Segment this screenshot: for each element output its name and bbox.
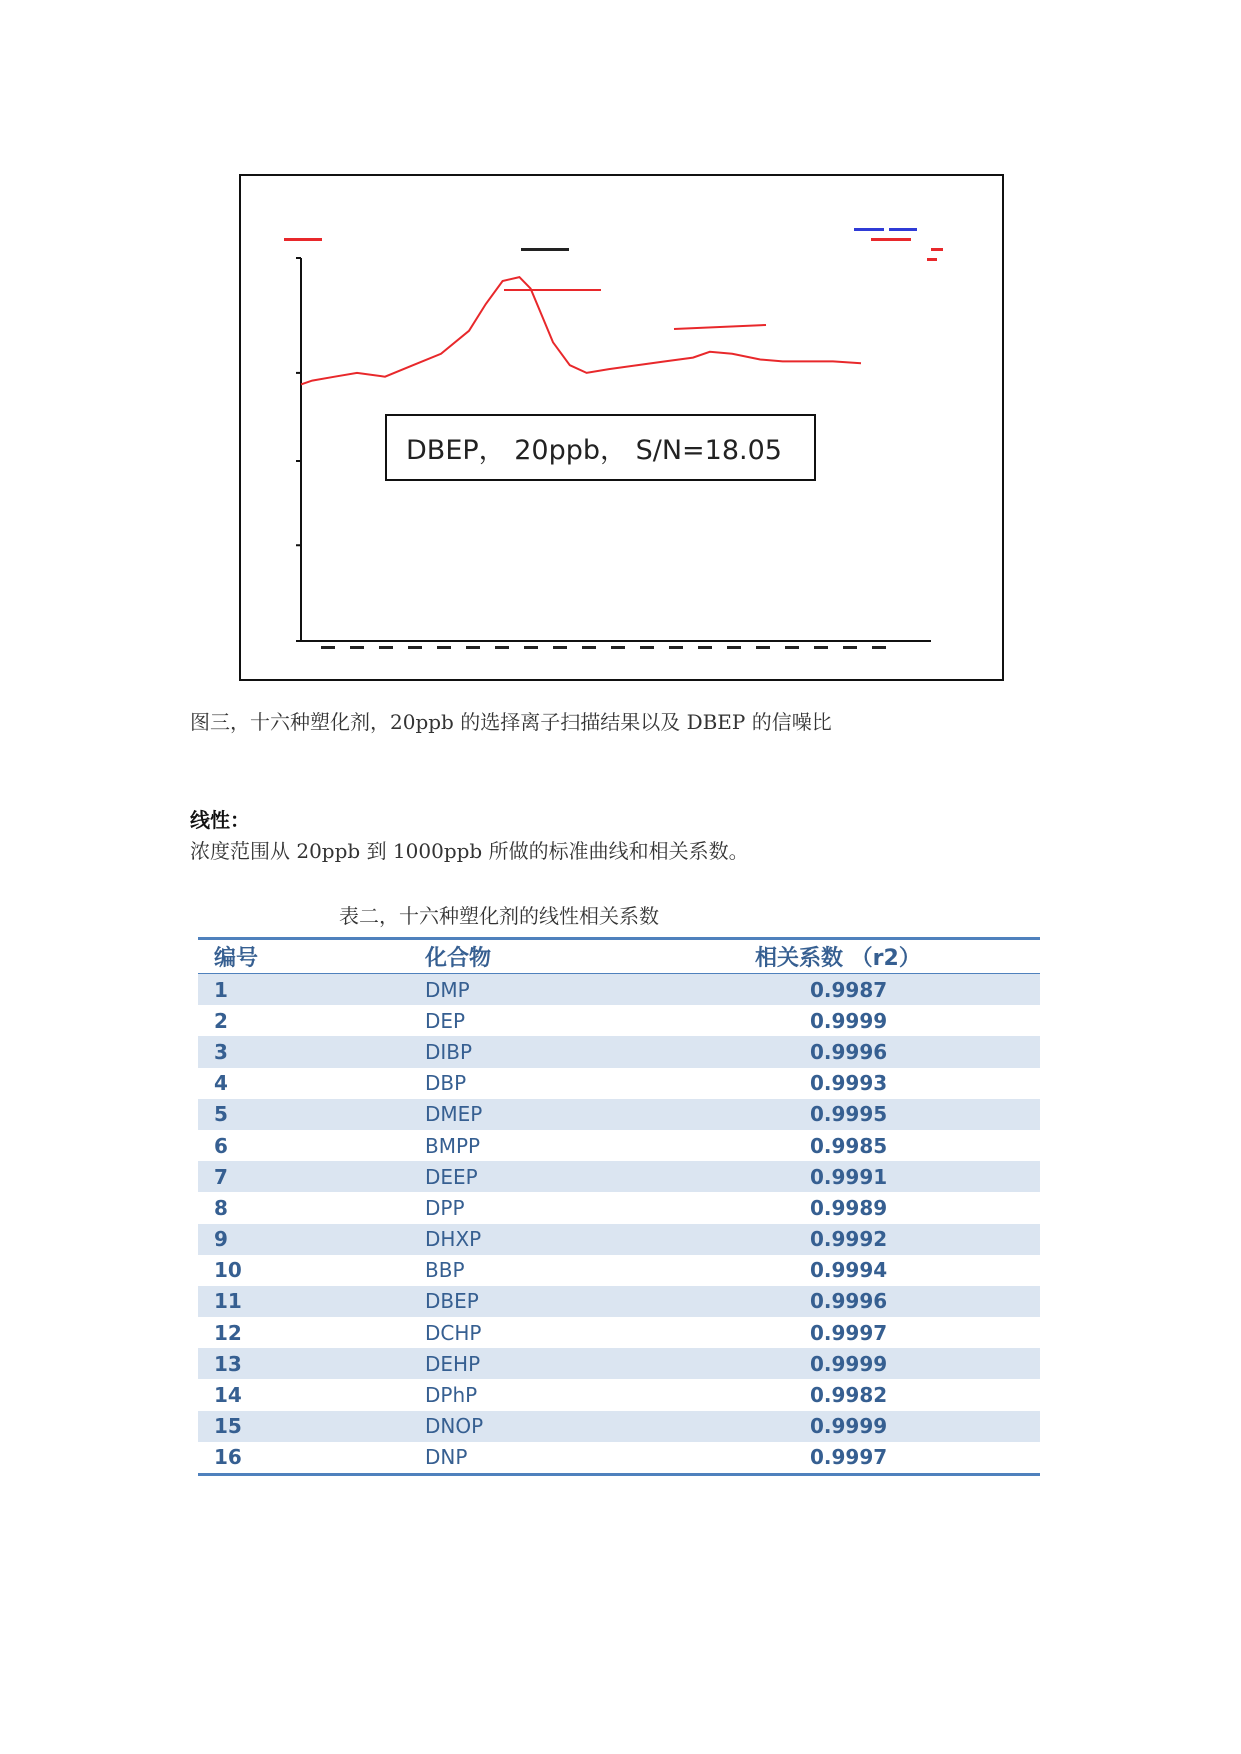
table-row <box>198 1255 1040 1286</box>
cell-r2: 0.9996 <box>810 1039 888 1064</box>
x-tick-label <box>495 646 509 649</box>
cell-r2: 0.9997 <box>810 1445 888 1470</box>
cell-number: 13 <box>214 1351 242 1376</box>
correlation-table <box>198 937 1040 1476</box>
cell-r2: 0.9996 <box>810 1289 888 1314</box>
annotation-text: DBEP， 20ppb， S/N=18.05 <box>406 435 782 466</box>
table-row <box>198 974 1040 1005</box>
cell-compound: DMP <box>425 977 470 1002</box>
table-row <box>198 1192 1040 1223</box>
x-tick-label <box>611 646 625 649</box>
x-tick-label <box>785 646 799 649</box>
header-r2: 相关系数 （r2） <box>755 946 921 971</box>
cell-compound: DMEP <box>425 1102 483 1127</box>
cell-r2: 0.9999 <box>810 1008 888 1033</box>
cell-compound: DEHP <box>425 1351 481 1376</box>
cell-r2: 0.9985 <box>810 1133 888 1158</box>
cell-number: 7 <box>214 1164 228 1189</box>
x-ticks <box>321 646 886 649</box>
chromatogram-chart <box>241 176 1002 679</box>
cell-compound: DIBP <box>425 1039 473 1064</box>
table-row <box>198 1317 1040 1348</box>
x-tick-label <box>321 646 335 649</box>
cell-number: 8 <box>214 1195 228 1220</box>
x-tick-label <box>698 646 712 649</box>
cell-r2: 0.9999 <box>810 1414 888 1439</box>
cell-number: 11 <box>214 1289 242 1314</box>
cell-r2: 0.9993 <box>810 1071 888 1096</box>
x-tick-label <box>553 646 567 649</box>
cell-compound: DHXP <box>425 1227 482 1252</box>
cell-number: 10 <box>214 1258 242 1283</box>
cell-r2: 0.9987 <box>810 977 888 1002</box>
cell-compound: DBP <box>425 1071 467 1096</box>
table-row <box>198 1442 1040 1473</box>
cell-compound: DEEP <box>425 1164 478 1189</box>
cell-number: 3 <box>214 1039 228 1064</box>
table-header <box>198 940 1040 974</box>
x-tick-label <box>843 646 857 649</box>
table-row <box>198 1411 1040 1442</box>
table-body <box>198 974 1040 1473</box>
figure-caption: 图三，十六种塑化剂，20ppb 的选择离子扫描结果以及 DBEP 的信噪比 <box>190 710 832 734</box>
cell-compound: DNOP <box>425 1414 484 1439</box>
cell-number: 16 <box>214 1445 242 1470</box>
cell-compound: DPhP <box>425 1383 478 1408</box>
cell-r2: 0.9997 <box>810 1320 888 1345</box>
table-row <box>198 1036 1040 1067</box>
x-tick-label <box>756 646 770 649</box>
header-number: 编号 <box>214 946 259 971</box>
x-tick-label <box>437 646 451 649</box>
legend-marks <box>284 228 943 261</box>
header-compound: 化合物 <box>425 946 492 971</box>
cell-number: 9 <box>214 1227 228 1252</box>
x-tick-label <box>466 646 480 649</box>
chromatogram-figure <box>239 174 1004 681</box>
cell-r2: 0.9991 <box>810 1164 888 1189</box>
table-caption: 表二，十六种塑化剂的线性相关系数 <box>339 904 659 928</box>
cell-compound: DNP <box>425 1445 468 1470</box>
cell-r2: 0.9982 <box>810 1383 888 1408</box>
table-row <box>198 1099 1040 1130</box>
table-row <box>198 1348 1040 1379</box>
cell-number: 4 <box>214 1071 228 1096</box>
cell-compound: DPP <box>425 1195 465 1220</box>
table-row <box>198 1005 1040 1036</box>
noise-marker <box>674 325 766 329</box>
cell-compound: BBP <box>425 1258 465 1283</box>
section-body: 浓度范围从 20ppb 到 1000ppb 所做的标准曲线和相关系数。 <box>190 839 749 863</box>
x-tick-label <box>669 646 683 649</box>
table-bottom-rule <box>198 1473 1040 1476</box>
cell-compound: DCHP <box>425 1320 482 1345</box>
cell-compound: DEP <box>425 1008 466 1033</box>
x-tick-label <box>640 646 654 649</box>
cell-number: 1 <box>214 977 228 1002</box>
cell-number: 15 <box>214 1414 242 1439</box>
x-tick-label <box>582 646 596 649</box>
x-tick-label <box>727 646 741 649</box>
cell-number: 2 <box>214 1008 228 1033</box>
cell-number: 12 <box>214 1320 242 1345</box>
cell-compound: DBEP <box>425 1289 479 1314</box>
cell-r2: 0.9992 <box>810 1227 888 1252</box>
chromatogram-trace <box>301 277 861 384</box>
cell-number: 6 <box>214 1133 228 1158</box>
x-tick-label <box>814 646 828 649</box>
cell-compound: BMPP <box>425 1133 481 1158</box>
cell-number: 5 <box>214 1102 228 1127</box>
cell-r2: 0.9989 <box>810 1195 888 1220</box>
table-row <box>198 1161 1040 1192</box>
cell-r2: 0.9999 <box>810 1351 888 1376</box>
table-row <box>198 1224 1040 1255</box>
table-row <box>198 1379 1040 1410</box>
x-tick-label <box>408 646 422 649</box>
cell-r2: 0.9995 <box>810 1102 888 1127</box>
section-title: 线性： <box>190 808 250 832</box>
x-tick-label <box>524 646 538 649</box>
x-tick-label <box>872 646 886 649</box>
table-row <box>198 1130 1040 1161</box>
table-row <box>198 1068 1040 1099</box>
x-tick-label <box>379 646 393 649</box>
cell-r2: 0.9994 <box>810 1258 888 1283</box>
cell-number: 14 <box>214 1383 242 1408</box>
x-tick-label <box>350 646 364 649</box>
table-row <box>198 1286 1040 1317</box>
